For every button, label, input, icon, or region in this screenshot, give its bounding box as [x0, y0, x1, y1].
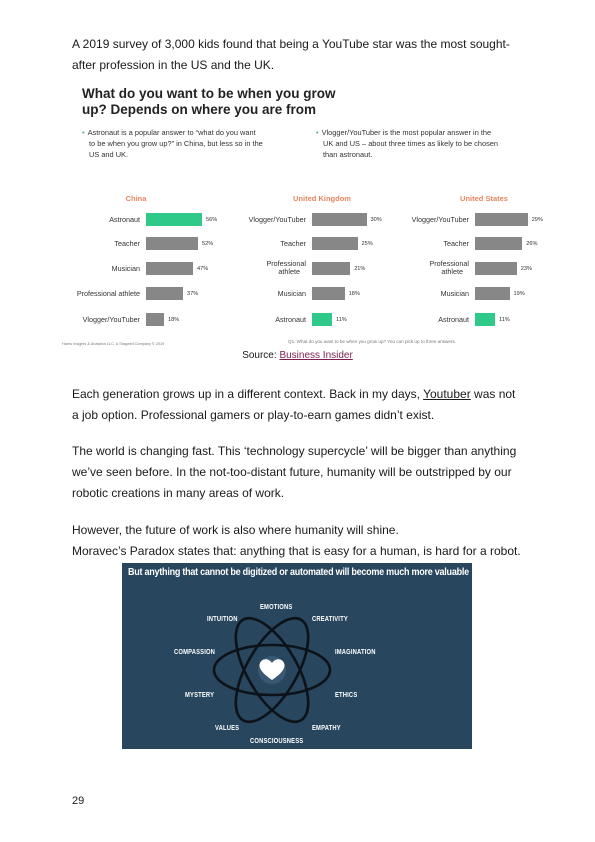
- figure-footnote: Q1. What do you want to be when you grow up? You can pick up to three answers.: [288, 339, 457, 344]
- bar-value-label: 19%: [513, 291, 525, 297]
- bar-label-part: athlete: [441, 267, 463, 276]
- bar: [146, 237, 198, 250]
- atom-diagram: [122, 563, 472, 749]
- para2-line-2: a job option. Professional gamers or play-to-earn games didn’t exist.: [72, 408, 435, 422]
- bar-label: Musician: [111, 264, 140, 273]
- bullet-right-line-2: UK and US – about three times as likely to be chosen: [323, 139, 499, 148]
- bar-label: Teacher: [114, 239, 140, 248]
- source-link[interactable]: Business Insider: [279, 350, 353, 361]
- bar: [475, 287, 510, 300]
- bar-value-label: 37%: [187, 291, 199, 297]
- word-emotions: EMOTIONS: [260, 602, 293, 611]
- bullet-right-line-3: than astronaut.: [323, 150, 373, 159]
- para2-line-1-prefix: Each generation grows up in a different context. Back in my days,: [72, 387, 424, 401]
- figure-credit: Harris Insights & Analytics LLC, A Stagwell Company © 2019: [62, 342, 165, 346]
- paragraph-generation: [72, 384, 532, 426]
- bar: [475, 313, 495, 326]
- word-imagination: IMAGINATION: [335, 647, 376, 656]
- bullet-right-line-1: Vlogger/YouTuber is the most popular answer in the: [321, 128, 492, 137]
- bar: [312, 213, 367, 226]
- intro-paragraph: [72, 34, 532, 76]
- bullet-left-line-2: to be when you grow up?” in China, but less so in the: [89, 139, 263, 148]
- bar-value-label: 11%: [336, 317, 347, 323]
- word-ethics: ETHICS: [335, 690, 358, 699]
- word-compassion: COMPASSION: [174, 647, 216, 656]
- bullet-left-line-1: Astronaut is a popular answer to “what do you want: [87, 128, 256, 137]
- word-intuition: INTUITION: [207, 614, 238, 623]
- bar-label: Vlogger/YouTuber: [82, 315, 140, 324]
- bar: [475, 262, 517, 275]
- bar-label: Astronaut: [438, 315, 469, 324]
- bar-label-part: Professional: [429, 259, 469, 268]
- bullet-left: [82, 127, 263, 160]
- human-values-infographic: [122, 563, 472, 749]
- para4-line-2: Moravec’s Paradox states that: anything that is easy for a human, is hard for a robot.: [72, 544, 521, 558]
- bar-value-label: 18%: [348, 291, 360, 297]
- bar-label: [226, 260, 306, 276]
- bullet-dot-icon: •: [82, 128, 85, 137]
- chart-heading: China: [125, 194, 147, 203]
- para2-line-1-suffix: was not: [470, 387, 516, 401]
- bar-label: [389, 260, 469, 276]
- bar: [312, 262, 350, 275]
- bar-label: Professional athlete: [76, 289, 140, 298]
- chart-heading: United States: [460, 194, 508, 203]
- bar-value-label: 56%: [206, 217, 218, 223]
- bar: [146, 262, 193, 275]
- paragraph-moravec: [72, 520, 552, 562]
- bar: [146, 313, 164, 326]
- bar-value-label: 29%: [531, 217, 543, 223]
- figure-caption: [0, 350, 595, 361]
- bar-label-part: Professional: [266, 259, 306, 268]
- page-number: 29: [72, 795, 85, 807]
- intro-line-1: A 2019 survey of 3,000 kids found that being a YouTube star was the most sought-: [72, 37, 510, 51]
- bar: [146, 287, 183, 300]
- bullet-right: [316, 127, 498, 160]
- bar-label-part: athlete: [278, 267, 300, 276]
- bar-value-label: 11%: [499, 317, 510, 323]
- bar: [312, 237, 358, 250]
- bar: [475, 237, 522, 250]
- para4-line-1: However, the future of work is also where humanity will shine.: [72, 523, 399, 537]
- bar: [312, 313, 332, 326]
- bar-value-label: 47%: [197, 266, 209, 272]
- figure-title: [82, 86, 362, 118]
- bar-value-label: 23%: [520, 266, 532, 272]
- bar: [475, 213, 528, 226]
- figure-title-line-1: What do you want to be when you grow: [82, 86, 336, 101]
- bar: [312, 287, 345, 300]
- paragraph-supercycle: [72, 441, 532, 504]
- para3-line-2: we’ve seen before. In the not-too-distant future, humanity will be outstripped by our: [72, 465, 512, 479]
- bar-value-label: 30%: [370, 217, 382, 223]
- bar-label: Astronaut: [109, 215, 140, 224]
- bar-label: Vlogger/YouTuber: [411, 215, 469, 224]
- bar-value-label: 25%: [361, 241, 373, 247]
- word-empathy: EMPATHY: [312, 723, 341, 732]
- bullet-left-line-3: US and UK.: [89, 150, 129, 159]
- bar-label: Musician: [440, 289, 469, 298]
- bar-value-label: 26%: [526, 241, 538, 247]
- bullet-dot-icon: •: [316, 128, 319, 137]
- figure-title-line-2: up? Depends on where you are from: [82, 102, 317, 117]
- bar-label: Teacher: [280, 239, 306, 248]
- bar-value-label: 52%: [202, 241, 214, 247]
- survey-figure: [60, 82, 543, 354]
- para3-line-3: robotic creations in many areas of work.: [72, 486, 285, 500]
- bar-label: Musician: [277, 289, 306, 298]
- bar-label: Teacher: [443, 239, 469, 248]
- bar-value-label: 21%: [354, 266, 366, 272]
- word-mystery: MYSTERY: [185, 690, 215, 699]
- para3-line-1: The world is changing fast. This ‘technology supercycle’ will be bigger than anything: [72, 444, 517, 458]
- bar-label: Astronaut: [275, 315, 306, 324]
- intro-line-2: after profession in the US and the UK.: [72, 58, 275, 72]
- chart-heading: United Kingdom: [293, 194, 351, 203]
- word-consciousness: CONSCIOUSNESS: [250, 736, 304, 745]
- youtuber-link[interactable]: Youtuber: [423, 387, 471, 401]
- word-values: VALUES: [215, 723, 240, 732]
- word-creativity: CREATIVITY: [312, 614, 348, 623]
- caption-prefix: Source:: [242, 350, 280, 361]
- bar: [146, 213, 202, 226]
- bar-value-label: 18%: [168, 317, 180, 323]
- infographic-title: But anything that cannot be digitized or automated will become much more valuable: [128, 566, 469, 578]
- bar-label: Vlogger/YouTuber: [248, 215, 306, 224]
